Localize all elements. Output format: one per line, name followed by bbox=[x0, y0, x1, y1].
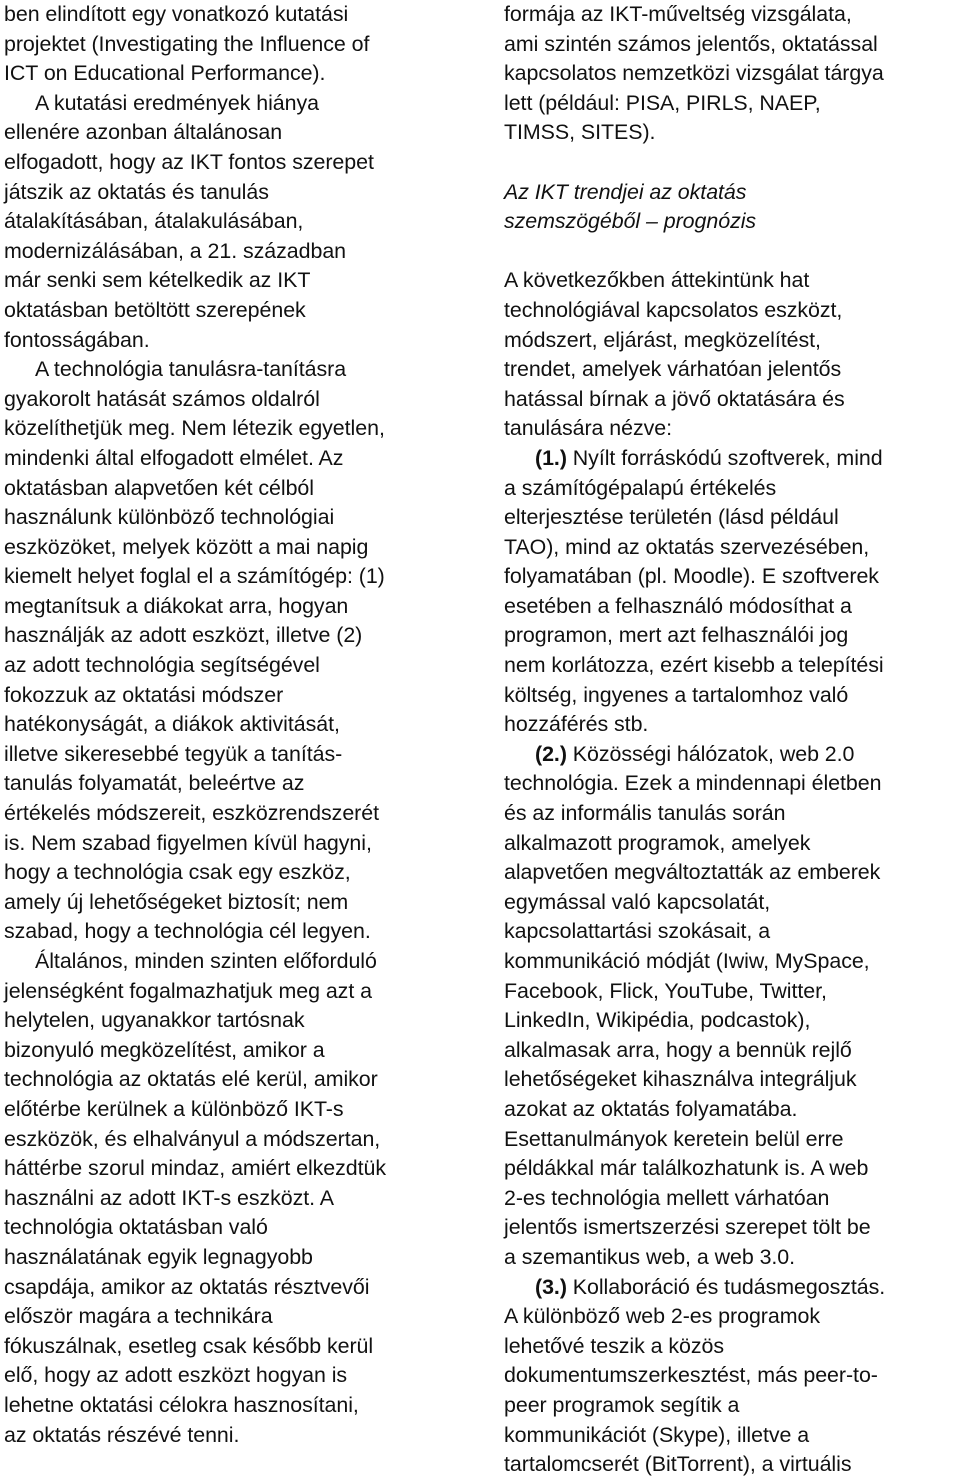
right-text-line: A következőkben áttekintünk hat bbox=[504, 268, 810, 293]
left-text-line: oktatásban betöltött szerepének bbox=[4, 297, 306, 322]
right-text-line: Esettanulmányok keretein belül erre bbox=[504, 1126, 844, 1151]
right-text-line: és az informális tanulás során bbox=[504, 801, 786, 826]
right-text-line: módszert, eljárást, megközelítést, bbox=[504, 327, 821, 352]
left-text-line: tanulás folyamatát, beleértve az bbox=[4, 771, 305, 796]
left-text-line: használni az adott IKT-s eszközt. A bbox=[4, 1185, 334, 1210]
right-text-line: példákkal már találkozhatunk is. A web bbox=[504, 1156, 869, 1181]
left-text-line: oktatásban alapvetően két célból bbox=[4, 475, 314, 500]
left-text-line: Általános, minden szinten előforduló bbox=[35, 949, 377, 973]
right-text-line: A különböző web 2-es programok bbox=[504, 1304, 820, 1329]
left-text-line: helytelen, ugyanakkor tartósnak bbox=[4, 1008, 305, 1033]
left-text-line: technológia oktatásban való bbox=[4, 1215, 268, 1240]
left-text-line: bizonyuló megközelítést, amikor a bbox=[4, 1037, 325, 1062]
left-text-line: átalakításában, átalakulásában, bbox=[4, 209, 304, 234]
right-text-line: hozzáférés stb. bbox=[504, 712, 649, 737]
right-text-line: esetében a felhasználó módosíthat a bbox=[504, 593, 852, 618]
left-text-line: ben elindított egy vonatkozó kutatási bbox=[4, 2, 349, 26]
right-text-line: folyamatában (pl. Moodle). E szoftverek bbox=[504, 564, 879, 589]
right-text-line: a szemantikus web, a web 3.0. bbox=[504, 1244, 796, 1269]
left-text-line: használják az adott eszközt, illetve (2) bbox=[4, 623, 363, 648]
left-text-line: közelíthetjük meg. Nem létezik egyetlen, bbox=[4, 416, 385, 441]
left-text-line: fókuszálnak, esetleg csak később kerül bbox=[4, 1333, 374, 1358]
left-text-line: eszközöket, melyek között a mai napig bbox=[4, 534, 369, 559]
right-text-line bbox=[504, 444, 958, 474]
left-text-line: elfogadott, hogy az IKT fontos szerepet bbox=[4, 149, 374, 174]
right-text-line: nem korlátozza, ezért kisebb a telepítési bbox=[504, 653, 884, 678]
right-text-line: peer programok segítik a bbox=[504, 1392, 740, 1417]
right-text-line: kapcsolatos nemzetközi vizsgálat tárgya bbox=[504, 61, 884, 86]
left-text-line: is. Nem szabad figyelmen kívül hagyni, bbox=[4, 830, 372, 855]
list-item-text: Közösségi hálózatok, web 2.0 bbox=[566, 741, 855, 766]
right-text-line: LinkedIn, Wikipédia, podcastok), bbox=[504, 1008, 811, 1033]
left-text-line: szabad, hogy a technológia cél legyen. bbox=[4, 919, 371, 944]
list-item-text: Nyílt forráskódú szoftverek, mind bbox=[566, 445, 883, 470]
list-number: (1.) bbox=[535, 445, 567, 470]
right-text-line: lett (például: PISA, PIRLS, NAEP, bbox=[504, 90, 821, 115]
right-text-line: lehetőségeket kihasználva integráljuk bbox=[504, 1067, 857, 1092]
right-text-line: formája az IKT-műveltség vizsgálata, bbox=[504, 2, 852, 26]
right-blank-line bbox=[504, 237, 958, 267]
left-text-line: ellenére azonban általánosan bbox=[4, 120, 283, 145]
left-text-line: modernizálásában, a 21. században bbox=[4, 238, 347, 263]
right-text-line: 2-es technológia mellett várhatóan bbox=[504, 1185, 830, 1210]
right-text-line: trendet, amelyek várhatóan jelentős bbox=[504, 357, 842, 382]
right-text-line: azokat az oktatás folyamatába. bbox=[504, 1096, 798, 1121]
left-text-line: háttérbe szorul mindaz, amiért elkezdtük bbox=[4, 1156, 387, 1181]
left-text-line: technológia az oktatás elé kerül, amikor bbox=[4, 1067, 378, 1092]
right-text-line: lehetővé teszik a közös bbox=[504, 1333, 725, 1358]
right-text-line: elterjesztése területén (lásd például bbox=[504, 505, 839, 530]
right-text-line: alkalmasak arra, hogy a bennük rejlő bbox=[504, 1037, 852, 1062]
right-text-line: Facebook, Flick, YouTube, Twitter, bbox=[504, 978, 827, 1003]
left-text-line: először magára a technikára bbox=[4, 1304, 273, 1329]
left-text-line: lehetne oktatási célokra hasznosítani, bbox=[4, 1392, 359, 1417]
right-text-line: tartalomcserét (BitTorrent), a virtuális bbox=[504, 1452, 852, 1477]
left-text-line: jelenségként fogalmazhatjuk meg azt a bbox=[4, 978, 372, 1003]
right-text-line: ami szintén számos jelentős, oktatással bbox=[504, 31, 878, 56]
left-text-line: ICT on Educational Performance). bbox=[4, 61, 326, 86]
left-text-line: játszik az oktatás és tanulás bbox=[4, 179, 269, 204]
left-text-line: A technológia tanulásra-tanításra bbox=[35, 357, 347, 382]
right-text-line: a számítógépalapú értékelés bbox=[504, 475, 777, 500]
left-text-line: fontosságában. bbox=[4, 327, 150, 352]
left-text-line: mindenki által elfogadott elmélet. Az bbox=[4, 445, 344, 470]
right-text-line: TAO), mind az oktatás szervezésében, bbox=[504, 534, 870, 559]
left-text-line: használunk különböző technológiai bbox=[4, 505, 335, 530]
list-item-text: Kollaboráció és tudásmegosztás. bbox=[566, 1274, 886, 1299]
list-number: (3.) bbox=[535, 1274, 567, 1299]
left-text-line: az adott technológia segítségével bbox=[4, 653, 320, 678]
left-text-line: megtanítsuk a diákokat arra, hogyan bbox=[4, 593, 349, 618]
right-text-line: alkalmazott programok, amelyek bbox=[504, 830, 811, 855]
right-text-line: hatással bírnak a jövő oktatására és bbox=[504, 386, 845, 411]
right-text-line: technológiával kapcsolatos eszközt, bbox=[504, 297, 843, 322]
left-text-line: használatának egyik legnagyobb bbox=[4, 1244, 313, 1269]
right-heading-line: Az IKT trendjei az oktatás bbox=[504, 179, 747, 204]
left-text-line: fokozzuk az oktatási módszer bbox=[4, 682, 284, 707]
left-text-line: csapdája, amikor az oktatás résztvevői bbox=[4, 1274, 370, 1299]
left-text-line: illetve sikeresebbé tegyük a tanítás- bbox=[4, 741, 343, 766]
left-text-line: elő, hogy az adott eszközt hogyan is bbox=[4, 1363, 348, 1388]
left-text-line: előtérbe kerülnek a különböző IKT-s bbox=[4, 1096, 344, 1121]
left-text-line: hatékonyságát, a diákok aktivitását, bbox=[4, 712, 340, 737]
right-text-line bbox=[504, 1273, 958, 1303]
right-text-line: kommunikációt (Skype), illetve a bbox=[504, 1422, 810, 1447]
right-text-line: dokumentumszerkesztést, más peer-to- bbox=[504, 1363, 878, 1388]
left-text-line: kiemelt helyet foglal el a számítógép: (1) bbox=[4, 564, 385, 589]
left-text-line: eszközök, és elhalványul a módszertan, bbox=[4, 1126, 381, 1151]
left-text-line: az oktatás részévé tenni. bbox=[4, 1422, 240, 1447]
left-text-line: értékelés módszereit, eszközrendszerét bbox=[4, 801, 379, 826]
right-column bbox=[504, 0, 958, 1480]
right-text-line: technológia. Ezek a mindennapi életben bbox=[504, 771, 882, 796]
left-text-line: A kutatási eredmények hiánya bbox=[35, 90, 319, 115]
left-text-line: már senki sem kételkedik az IKT bbox=[4, 268, 311, 293]
right-text-line: költség, ingyenes a tartalomhoz való bbox=[504, 682, 849, 707]
list-number: (2.) bbox=[535, 741, 567, 766]
right-text-line: alapvetően megváltoztatták az emberek bbox=[504, 860, 881, 885]
left-text-line: hogy a technológia csak egy eszköz, bbox=[4, 860, 351, 885]
right-text-line: tanulására nézve: bbox=[504, 416, 673, 441]
left-text-line: projektet (Investigating the Influence of bbox=[4, 31, 370, 56]
right-blank-line bbox=[504, 148, 958, 178]
right-text-line: kapcsolattartási szokásait, a bbox=[504, 919, 771, 944]
right-text-line: programon, mert azt felhasználói jog bbox=[504, 623, 849, 648]
right-text-line: jelentős ismertszerzési szerepet tölt be bbox=[504, 1215, 871, 1240]
right-text-line: kommunikáció módját (Iwiw, MySpace, bbox=[504, 949, 870, 973]
right-text-line: TIMSS, SITES). bbox=[504, 120, 656, 145]
left-column bbox=[4, 0, 466, 1450]
left-text-line: amely új lehetőségeket biztosít; nem bbox=[4, 889, 349, 914]
left-text-line: gyakorolt hatását számos oldalról bbox=[4, 386, 320, 411]
right-text-line bbox=[504, 740, 958, 770]
right-text-line: egymással való kapcsolatát, bbox=[504, 889, 771, 914]
right-heading-line: szemszögéből – prognózis bbox=[504, 209, 757, 234]
